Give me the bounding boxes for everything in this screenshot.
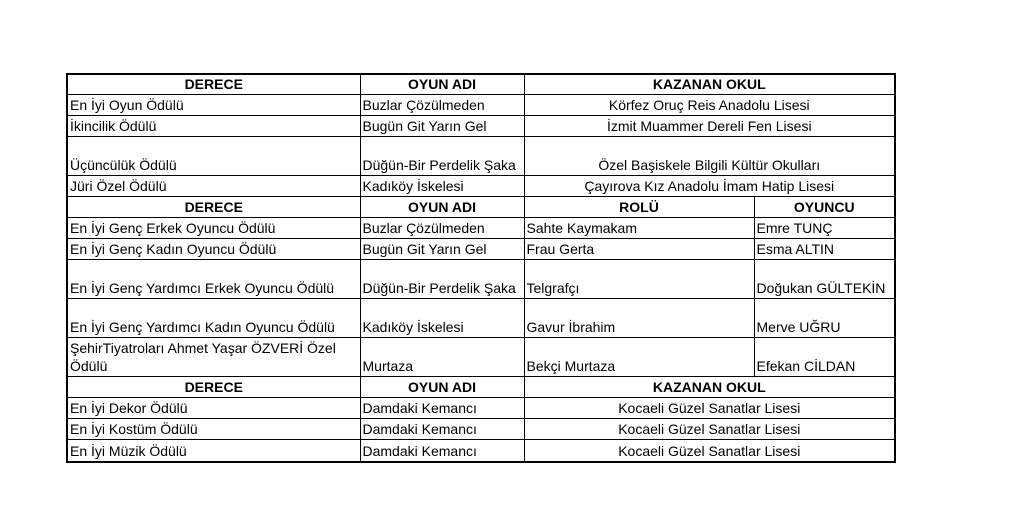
cell-derece: Üçüncülük Ödülü (67, 137, 360, 176)
cell-kazanan-okul: Kocaeli Güzel Sanatlar Lisesi (524, 398, 895, 419)
table-row (67, 299, 895, 338)
table-row (67, 398, 895, 419)
table-row (67, 440, 895, 462)
cell-rolu: Telgrafçı (524, 260, 754, 299)
cell-oyuncu: Efekan CİLDAN (754, 338, 895, 377)
cell-derece: En İyi Genç Yardımcı Kadın Oyuncu Ödülü (67, 299, 360, 338)
cell-rolu: Bekçi Murtaza (524, 338, 754, 377)
cell-derece: En İyi Kostüm Ödülü (67, 419, 360, 440)
cell-kazanan-okul: Kocaeli Güzel Sanatlar Lisesi (524, 419, 895, 440)
cell-rolu: Sahte Kaymakam (524, 218, 754, 239)
header-oyun-adi: OYUN ADI (360, 377, 524, 398)
table-row (67, 239, 895, 260)
header-derece: DERECE (67, 377, 360, 398)
cell-oyun-adi: Buzlar Çözülmeden (360, 218, 524, 239)
header-oyun-adi: OYUN ADI (360, 74, 524, 95)
cell-oyun-adi: Kadıköy İskelesi (360, 299, 524, 338)
table-header-row (67, 377, 895, 398)
cell-kazanan-okul: Körfez Oruç Reis Anadolu Lisesi (524, 95, 895, 116)
cell-derece: En İyi Dekor Ödülü (67, 398, 360, 419)
table-row (67, 95, 895, 116)
cell-oyuncu: Esma ALTIN (754, 239, 895, 260)
header-derece: DERECE (67, 197, 360, 218)
cell-oyuncu: Emre TUNÇ (754, 218, 895, 239)
header-derece: DERECE (67, 74, 360, 95)
cell-derece: Jüri Özel Ödülü (67, 176, 360, 197)
cell-oyun-adi: Düğün-Bir Perdelik Şaka (360, 137, 524, 176)
cell-derece: En İyi Genç Kadın Oyuncu Ödülü (67, 239, 360, 260)
header-kazanan-okul: KAZANAN OKUL (524, 74, 895, 95)
cell-kazanan-okul: Özel Başiskele Bilgili Kültür Okulları (524, 137, 895, 176)
cell-oyun-adi: Damdaki Kemancı (360, 440, 524, 462)
cell-derece: En İyi Müzik Ödülü (67, 440, 360, 462)
table-row (67, 338, 895, 377)
awards-table (66, 73, 896, 463)
table-row (67, 137, 895, 176)
cell-oyuncu: Doğukan GÜLTEKİN (754, 260, 895, 299)
cell-oyun-adi: Buzlar Çözülmeden (360, 95, 524, 116)
table-header-row (67, 74, 895, 95)
cell-kazanan-okul: Çayırova Kız Anadolu İmam Hatip Lisesi (524, 176, 895, 197)
table-row (67, 260, 895, 299)
cell-oyun-adi: Bugün Git Yarın Gel (360, 239, 524, 260)
cell-rolu: Frau Gerta (524, 239, 754, 260)
cell-oyun-adi: Kadıköy İskelesi (360, 176, 524, 197)
cell-oyun-adi: Murtaza (360, 338, 524, 377)
cell-kazanan-okul: İzmit Muammer Dereli Fen Lisesi (524, 116, 895, 137)
cell-derece: En İyi Genç Yardımcı Erkek Oyuncu Ödülü (67, 260, 360, 299)
cell-rolu: Gavur İbrahim (524, 299, 754, 338)
cell-derece: En İyi Genç Erkek Oyuncu Ödülü (67, 218, 360, 239)
cell-oyun-adi: Damdaki Kemancı (360, 398, 524, 419)
table-row (67, 218, 895, 239)
cell-oyuncu: Merve UĞRU (754, 299, 895, 338)
cell-derece: ŞehirTiyatroları Ahmet Yaşar ÖZVERİ Özel Ödülü (67, 338, 360, 377)
cell-derece: En İyi Oyun Ödülü (67, 95, 360, 116)
table-row (67, 176, 895, 197)
header-oyuncu: OYUNCU (754, 197, 895, 218)
cell-oyun-adi: Bugün Git Yarın Gel (360, 116, 524, 137)
header-rolu: ROLÜ (524, 197, 754, 218)
cell-oyun-adi: Düğün-Bir Perdelik Şaka (360, 260, 524, 299)
cell-oyun-adi: Damdaki Kemancı (360, 419, 524, 440)
table-header-row (67, 197, 895, 218)
header-oyun-adi: OYUN ADI (360, 197, 524, 218)
header-kazanan-okul: KAZANAN OKUL (524, 377, 895, 398)
table-row (67, 419, 895, 440)
cell-kazanan-okul: Kocaeli Güzel Sanatlar Lisesi (524, 440, 895, 462)
cell-derece: İkincilik Ödülü (67, 116, 360, 137)
table-row (67, 116, 895, 137)
